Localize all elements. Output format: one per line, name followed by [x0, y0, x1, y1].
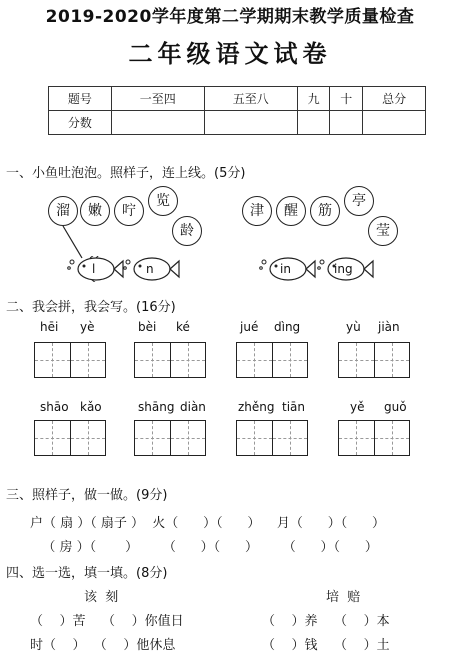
pinyin: shāng	[138, 400, 175, 414]
pinyin: yù	[346, 320, 361, 334]
pinyin: kǎo	[80, 400, 102, 414]
pinyin: jiàn	[378, 320, 400, 334]
fish-label: l	[92, 262, 96, 276]
score-cell: 总分	[363, 87, 426, 111]
pinyin: hēi	[40, 320, 59, 334]
exercise-line[interactable]: 户（ 扇 ）（ 扇子 ） 火（ ）（ ） 月（ ）（ ）	[30, 516, 385, 531]
bubble-char[interactable]: 溜	[48, 196, 78, 226]
score-cell: 分数	[49, 111, 112, 135]
bubble-char[interactable]: 咛	[114, 196, 144, 226]
writing-grid[interactable]	[236, 420, 308, 456]
section-1-heading: 一、小鱼吐泡泡。照样子，连上线。(5分)	[6, 166, 246, 181]
bubble-char[interactable]: 醒	[276, 196, 306, 226]
pinyin: jué	[240, 320, 259, 334]
section-2-heading: 二、我会拼，我会写。(16分)	[6, 300, 176, 315]
pinyin: dìng	[274, 320, 301, 334]
score-cell: 五至八	[204, 87, 297, 111]
pinyin: yě	[350, 400, 365, 414]
fish-label: n	[146, 262, 154, 276]
bubble-char[interactable]: 龄	[172, 216, 202, 246]
writing-grid[interactable]	[134, 342, 206, 378]
pinyin: guǒ	[384, 400, 407, 414]
exam-subtitle: 二年级语文试卷	[128, 39, 332, 68]
section-4-heading: 四、选一选，填一填。(8分)	[6, 566, 168, 581]
pinyin: shāo	[40, 400, 69, 414]
fill-blank-line[interactable]: 时（ ） （ ）他休息	[30, 638, 176, 653]
fill-blank-line[interactable]: （ ）苦 （ ）你值日	[30, 614, 184, 629]
bubble-char[interactable]: 筋	[310, 196, 340, 226]
section-3-heading: 三、照样子，做一做。(9分)	[6, 488, 168, 503]
pinyin: diàn	[180, 400, 206, 414]
fish-label: in	[280, 262, 291, 276]
score-cell: 题号	[49, 87, 112, 111]
fill-blank-line[interactable]: （ ）养 （ ）本	[262, 614, 390, 629]
example-connect-line	[63, 226, 82, 258]
bubble-char[interactable]: 莹	[368, 216, 398, 246]
writing-grid[interactable]	[34, 420, 106, 456]
writing-grid[interactable]	[236, 342, 308, 378]
fill-blank-line[interactable]: （ ）钱 （ ）土	[262, 638, 390, 653]
word-choice-pair: 培 赔	[326, 590, 361, 605]
writing-grid[interactable]	[34, 342, 106, 378]
bubble-char[interactable]: 津	[242, 196, 272, 226]
word-choice-pair: 该 刻	[84, 590, 119, 605]
writing-grid[interactable]	[338, 342, 410, 378]
bubble-char[interactable]: 览	[148, 186, 178, 216]
writing-grid[interactable]	[338, 420, 410, 456]
pinyin: yè	[80, 320, 95, 334]
exam-title: 2019-2020学年度第二学期期末教学质量检查	[45, 7, 415, 27]
bubble-char[interactable]: 嫩	[80, 196, 110, 226]
score-cell: 十	[330, 87, 363, 111]
score-cell: 一至四	[111, 87, 204, 111]
connect-line	[0, 0, 460, 300]
writing-grid[interactable]	[134, 420, 206, 456]
exercise-line[interactable]: （ 房 ）（ ） （ ）（ ） （ ）（ ）	[30, 540, 378, 555]
score-cell: 九	[297, 87, 330, 111]
pinyin: zhěng	[238, 400, 275, 414]
pinyin: tiān	[282, 400, 305, 414]
pinyin: bèi	[138, 320, 157, 334]
fish-label: ing	[334, 262, 353, 276]
pinyin: ké	[176, 320, 190, 334]
bubble-char[interactable]: 亭	[344, 186, 374, 216]
